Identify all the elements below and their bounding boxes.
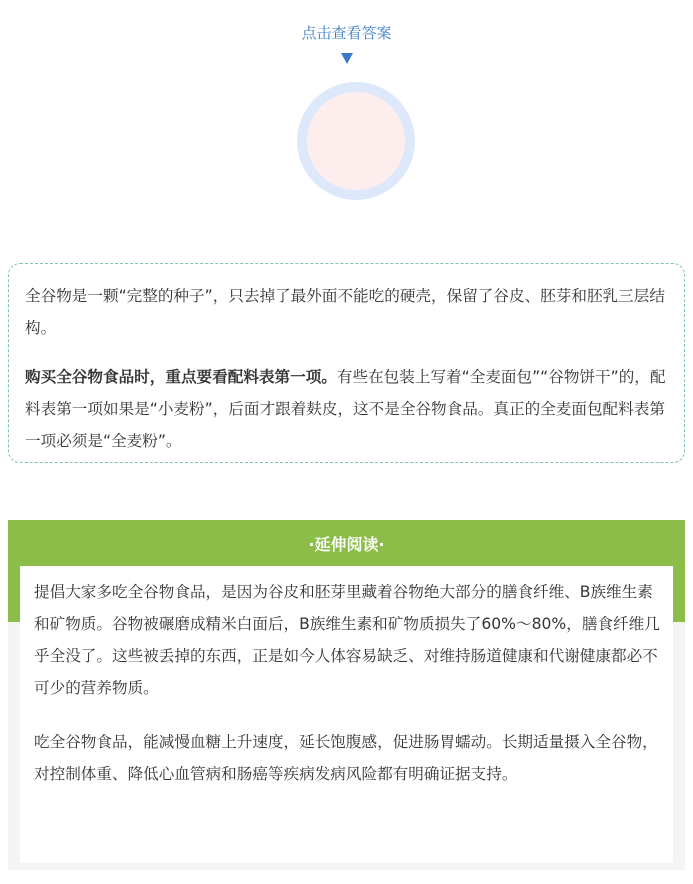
- answer-paragraph-1: 全谷物是一颗“完整的种子”，只去掉了最外面不能吃的硬壳，保留了谷皮、胚芽和胚乳三层结构。: [25, 287, 665, 337]
- extended-reading-title: ·延伸阅读·: [308, 535, 385, 554]
- extended-reading-paragraph-2: 吃全谷物食品，能减慢血糖上升速度，延长饱腹感，促进肠胃蠕动。长期适量摄入全谷物，对控制体重、降低心血管病和肠癌等疾病发病风险都有明确证据支持。: [34, 733, 658, 783]
- reveal-answer-circle[interactable]: [297, 82, 415, 200]
- answer-key-point: 购买全谷物食品时，重点要看配料表第一项。: [25, 368, 337, 386]
- reveal-answer-link[interactable]: 点击查看答案: [301, 24, 392, 42]
- reveal-answer-circle-fill: [307, 92, 405, 190]
- extended-reading-paragraph-1: 提倡大家多吃全谷物食品，是因为谷皮和胚芽里藏着谷物绝大部分的膳食纤维、B族维生素和矿物质。谷物被碾磨成精米白面后，B族维生素和矿物质损失了60%～80%，膳食纤维几乎全没了。这些被丢掉的东西，正是如今人体容易缺乏、对维持肠道健康和代谢健康都必不可少的营养物质。: [34, 583, 660, 697]
- answer-box: [8, 263, 685, 463]
- answer-paragraph-2-text: 有些在包装上写着“全麦面包”“谷物饼干”的，配料表第一项如果是“小麦粉”，后面才跟着麸皮，这不是全谷物食品。真正的全麦面包配料表第一项必须是“全麦粉”。: [25, 368, 666, 450]
- extended-reading-card: [20, 566, 673, 863]
- answer-paragraph-2: [25, 361, 670, 457]
- triangle-down-icon: [341, 53, 353, 64]
